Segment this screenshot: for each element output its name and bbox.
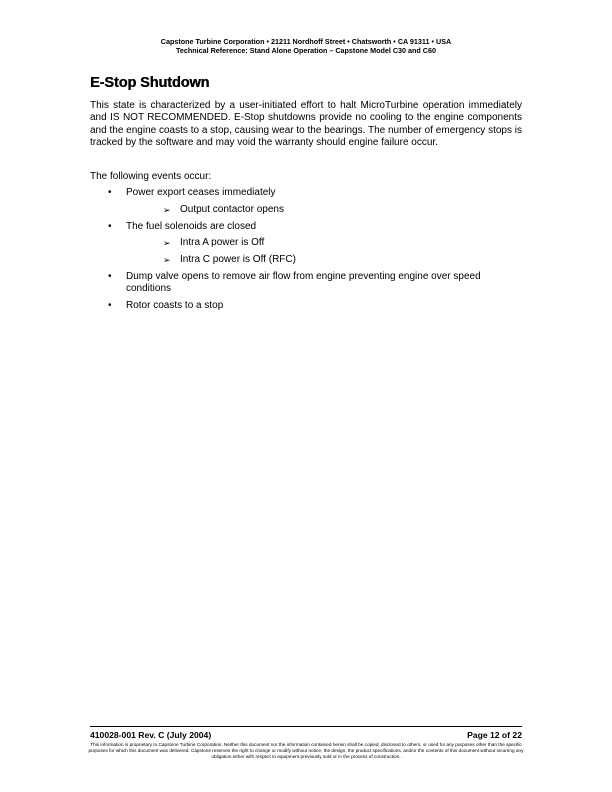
list-item-text: Dump valve opens to remove air flow from engine preventing engine over speed conditions	[126, 270, 481, 295]
list-item-text: Power export ceases immediately	[126, 187, 276, 198]
document-number: 410028-001 Rev. C (July 2004)	[90, 730, 212, 740]
sub-list-item-text: Output contactor opens	[180, 203, 284, 215]
bullet-icon: •	[108, 220, 112, 232]
header-address: Capstone Turbine Corporation • 21211 Nordhoff Street • Chatsworth • CA 91311 • USA	[160, 37, 452, 46]
section-title: E-Stop Shutdown	[90, 75, 210, 91]
description-paragraph: This state is characterized by a user-initiated effort to halt MicroTurbine operation immediately and IS NOT RECOMMENDED. E-Stop shutdowns provide no cooling to the engine components and the engine coasts to a stop, causing wear to the bearings. The number of emergency stops is tracked by the software and may void the warranty should engine failure occur.	[90, 100, 522, 149]
list-item-text: The fuel solenoids are closed	[126, 220, 257, 232]
list-item	[90, 187, 522, 216]
arrow-bullet-icon: ➢	[163, 255, 171, 266]
list-item	[90, 221, 522, 267]
bullet-icon: •	[108, 270, 112, 282]
events-list	[90, 187, 522, 317]
list-item	[90, 300, 522, 312]
list-item-text: Rotor coasts to a stop	[126, 300, 224, 312]
page-number: Page 12 of 22	[467, 730, 522, 740]
arrow-bullet-icon: ➢	[163, 204, 171, 215]
page-header	[0, 37, 612, 56]
bullet-icon: •	[108, 300, 112, 312]
sub-list-item	[126, 237, 522, 249]
header-doc-title: Technical Reference: Stand Alone Operation – Capstone Model C30 and C60	[175, 46, 436, 56]
sub-list-item-text: Intra A power is Off	[180, 237, 265, 249]
arrow-bullet-icon: ➢	[163, 238, 171, 249]
footer-divider	[90, 726, 522, 727]
sub-list-item	[126, 254, 522, 266]
events-intro: The following events occur:	[90, 171, 212, 182]
list-item	[90, 271, 522, 296]
proprietary-disclaimer: This information is proprietary to Capstone Turbine Corporation. Neither this document nor the information contained herein shall be copied, disclosed to others, or used for any purposes other than the specific purposes for which this document was delivered. Capstone reserves the right to change or modify without notice, the design, the product specifications, and/or the contents of this document without incurring any obligation either with respect to equipment previously sold or in the process of construction.	[88, 742, 524, 760]
bullet-icon: •	[108, 187, 112, 198]
sub-list-item-text: Intra C power is Off (RFC)	[180, 254, 296, 266]
sub-list-item	[126, 204, 522, 216]
